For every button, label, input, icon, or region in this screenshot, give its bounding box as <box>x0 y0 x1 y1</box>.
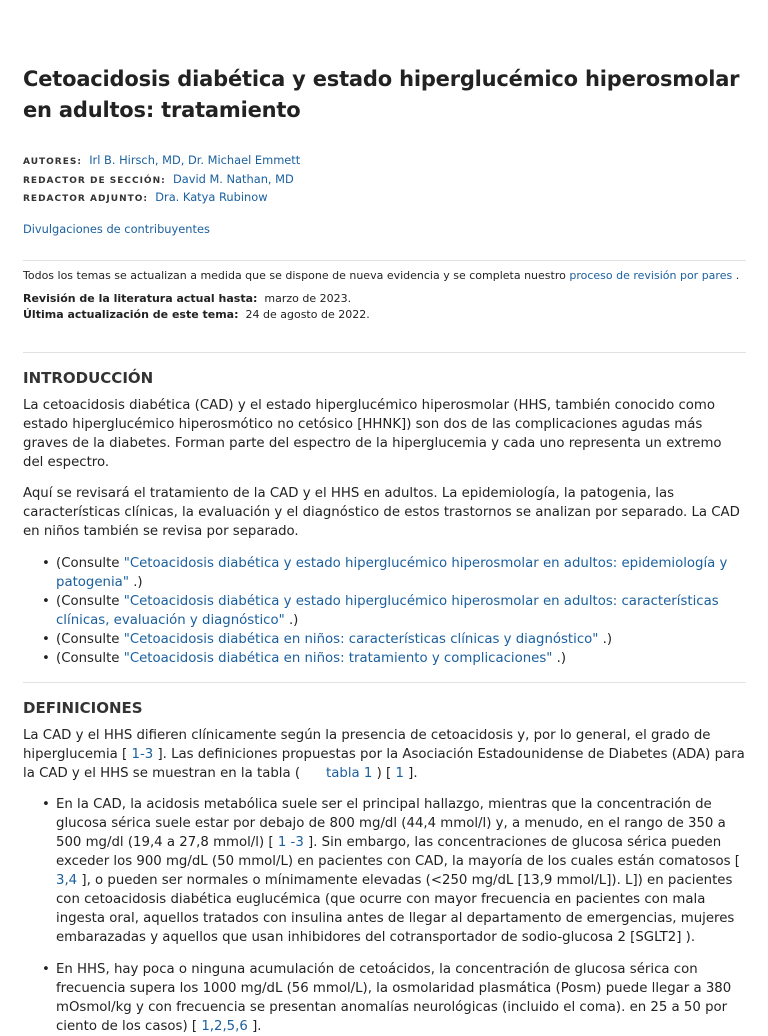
authors-row <box>23 152 746 171</box>
definitions-list <box>23 795 746 1036</box>
lit-review-row <box>23 291 746 307</box>
section-heading-intro: INTRODUCCIÓN <box>23 368 154 387</box>
reference-link[interactable]: 1 <box>395 765 404 781</box>
consult-suffix: .) <box>133 574 143 590</box>
text: ], o pueden ser normales o mínimamente elevadas (<250 mg/dL [13,9 mmol/L]). L]) en pacientes con cetoacidosis diabética euglucémica (que ocurre con mayor frecuencia en pacientes con mala ingesta oral, aquellos tratados con insulina antes de llegar al departamento de emergencias, mujeres embarazadas y aquellos que usan inhibidores del cotransportador de sodio-glucosa 2 [SGLT2] ). <box>56 872 735 945</box>
update-info <box>23 268 746 323</box>
list-item <box>56 554 746 592</box>
last-update-label: Última actualización de este tema: <box>23 307 239 321</box>
intro-paragraph-1: La cetoacidosis diabética (CAD) y el estado hiperglucémico hiperosmolar (HHS, también conocido como estado hiperglucémico hiperosmótico no cetósico [HHNK]) son dos de las complicaciones agudas más graves de la diabetes. Forman parte del espectro de la hiperglucemia y cada uno representa un extremo del espectro. <box>23 397 722 470</box>
topic-link[interactable]: "Cetoacidosis diabética y estado hiperglucémico hiperosmolar en adultos: características clínicas, evaluación y diagnóstico" <box>56 593 719 628</box>
consult-prefix: (Consulte <box>56 555 120 571</box>
related-topics-list <box>23 554 746 668</box>
section-heading-definitions: DEFINICIONES <box>23 698 143 717</box>
divider <box>23 682 746 683</box>
consult-suffix: .) <box>556 650 567 666</box>
topic-link[interactable]: "Cetoacidosis diabética y estado hiperglucémico hiperosmolar en adultos: epidemiología y patogenia" <box>56 555 728 590</box>
text: ]. Las definiciones propuestas por la Asociación Estadounidense de Diabetes (ADA) para la CAD y el HHS se muestran en la tabla ( <box>23 746 745 781</box>
list-item <box>56 649 746 668</box>
reference-link[interactable]: 3,4 <box>56 872 78 888</box>
review-notice <box>23 268 746 284</box>
deputy-editor-label: REDACTOR ADJUNTO: <box>23 194 148 204</box>
consult-suffix: .) <box>288 612 299 628</box>
consult-prefix: (Consulte <box>56 650 120 666</box>
divider <box>23 260 746 261</box>
authors-label: AUTORES: <box>23 157 82 167</box>
section-editor-label: REDACTOR DE SECCIÓN: <box>23 175 166 186</box>
disclosures-link[interactable]: Divulgaciones de contribuyentes <box>23 221 210 236</box>
review-notice-end: . <box>735 268 740 282</box>
authors-link[interactable]: Irl B. Hirsch, MD, Dr. Michael Emmett <box>89 153 301 167</box>
text: En la CAD, la acidosis metabólica suele ser el principal hallazgo, mientras que la concentración de glucosa sérica suele estar por debajo de 800 mg/dl (44,4 mmol/l) y, a menudo, en el rango de 350 a 500 mg/dl (19,4 a 27,8 mmol/l) [ <box>56 796 726 850</box>
text: ]. <box>252 1018 262 1034</box>
consult-prefix: (Consulte <box>56 631 120 647</box>
peer-review-link[interactable]: proceso de revisión por pares <box>569 268 733 282</box>
review-notice-text: Todos los temas se actualizan a medida que se dispone de nueva evidencia y se completa nuestro <box>23 268 566 282</box>
reference-link[interactable]: 1 -3 <box>277 834 304 850</box>
last-update-row <box>23 307 746 323</box>
lit-review-value: marzo de 2023. <box>264 291 352 305</box>
section-editor-link[interactable]: David M. Nathan, MD <box>172 171 294 186</box>
section-editor-row <box>23 171 746 190</box>
lit-review-label: Revisión de la literatura actual hasta: <box>23 291 258 305</box>
list-item <box>56 960 746 1036</box>
list-item <box>56 630 746 649</box>
consult-prefix: (Consulte <box>56 593 120 609</box>
reference-link[interactable]: 1-3 <box>131 746 154 762</box>
reference-link[interactable]: 1,2,5,6 <box>201 1018 248 1034</box>
deputy-editor-link[interactable]: Dra. Katya Rubinow <box>155 190 268 204</box>
text: En HHS, hay poca o ninguna acumulación de cetoácidos, la concentración de glucosa sérica con frecuencia supera los 1000 mg/dL (56 mmol/L), la osmolaridad plasmática (Posm) puede llegar a 380 mOsmol/kg y con frecuencia se presentan anomalías neurológicas (incluido el coma). en 25 a 50 por ciento de los casos) [ <box>56 961 732 1034</box>
list-item <box>56 592 746 630</box>
definitions-paragraph <box>23 726 746 783</box>
deputy-editor-row <box>23 189 746 208</box>
text: ]. <box>408 765 418 781</box>
list-item <box>56 795 746 947</box>
page-title: Cetoacidosis diabética y estado hiperglucémico hiperosmolar en adultos: tratamiento <box>23 67 740 122</box>
intro-paragraph-2: Aquí se revisará el tratamiento de la CAD y el HHS en adultos. La epidemiología, la patogenia, las características clínicas, la evaluación y el diagnóstico de estos trastornos se analizan por separado. La CAD en niños también se revisa por separado. <box>23 485 740 539</box>
consult-suffix: .) <box>602 631 613 647</box>
topic-link[interactable]: "Cetoacidosis diabética en niños: características clínicas y diagnóstico" <box>123 631 599 647</box>
contributors <box>23 152 746 208</box>
topic-link[interactable]: "Cetoacidosis diabética en niños: tratamiento y complicaciones" <box>123 650 553 666</box>
divider <box>23 352 746 353</box>
text: ) [ <box>376 765 392 781</box>
text: ]. Sin embargo, las concentraciones de glucosa sérica pueden exceder los 900 mg/dL (50 mmol/L) en pacientes con CAD, la mayoría de los cuales están comatosos [ <box>56 834 740 869</box>
last-update-value: 24 de agosto de 2022. <box>245 307 370 321</box>
text: La CAD y el HHS difieren clínicamente según la presencia de cetoacidosis y, por lo general, el grado de hiperglucemia [ <box>23 727 711 762</box>
table-link[interactable]: tabla 1 <box>326 765 373 781</box>
